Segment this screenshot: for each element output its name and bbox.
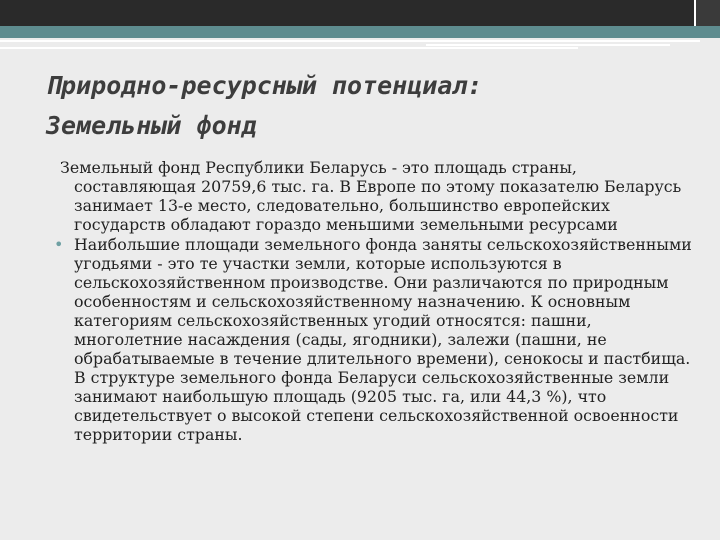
bullet-dot-icon: • (54, 235, 64, 254)
header-stripe (426, 44, 670, 46)
paragraph-land-fund: Земельный фонд Республики Беларусь - это площадь страны, составляющая 20759,6 тыс. га. В Европе по этому показателю Беларусь занимает 13-е место, следовательно, большинство европейских государств обладают гораздо меньшими земельными ресурсами (60, 158, 682, 234)
header-stripes (0, 38, 720, 50)
slide-body (54, 158, 694, 444)
slide-title-line1: Природно-ресурсный потенциал: (46, 71, 483, 100)
bullet-item (54, 235, 694, 444)
header-teal-bar (0, 26, 720, 38)
header-corner-box (694, 0, 720, 26)
header-stripe (0, 40, 700, 42)
paragraph-agricultural-land: Наибольшие площади земельного фонда заняты сельскохозяйственными угодьями - это те участки земли, которые используются в сельскохозяйственном производстве. Они различаются по природным особенностям и сельскохозяйственному назначению. К основным категориям сельскохозяйственных угодий относятся: пашни, многолетние насаждения (сады, ягодники), залежи (пашни, не обрабатываемые в течение длительного времени), сенокосы и пастбища. В структуре земельного фонда Беларуси сельскохозяйственные земли занимают наибольшую площадь (9205 тыс. га, или 44,3 %), что свидетельствует о высокой степени сельскохозяйственной освоенности территории страны. (74, 235, 692, 444)
slide-title-line2: Земельный фонд (46, 111, 257, 140)
header-dark-bar (0, 0, 720, 26)
slide-title (46, 66, 686, 146)
header-stripe (0, 47, 578, 49)
